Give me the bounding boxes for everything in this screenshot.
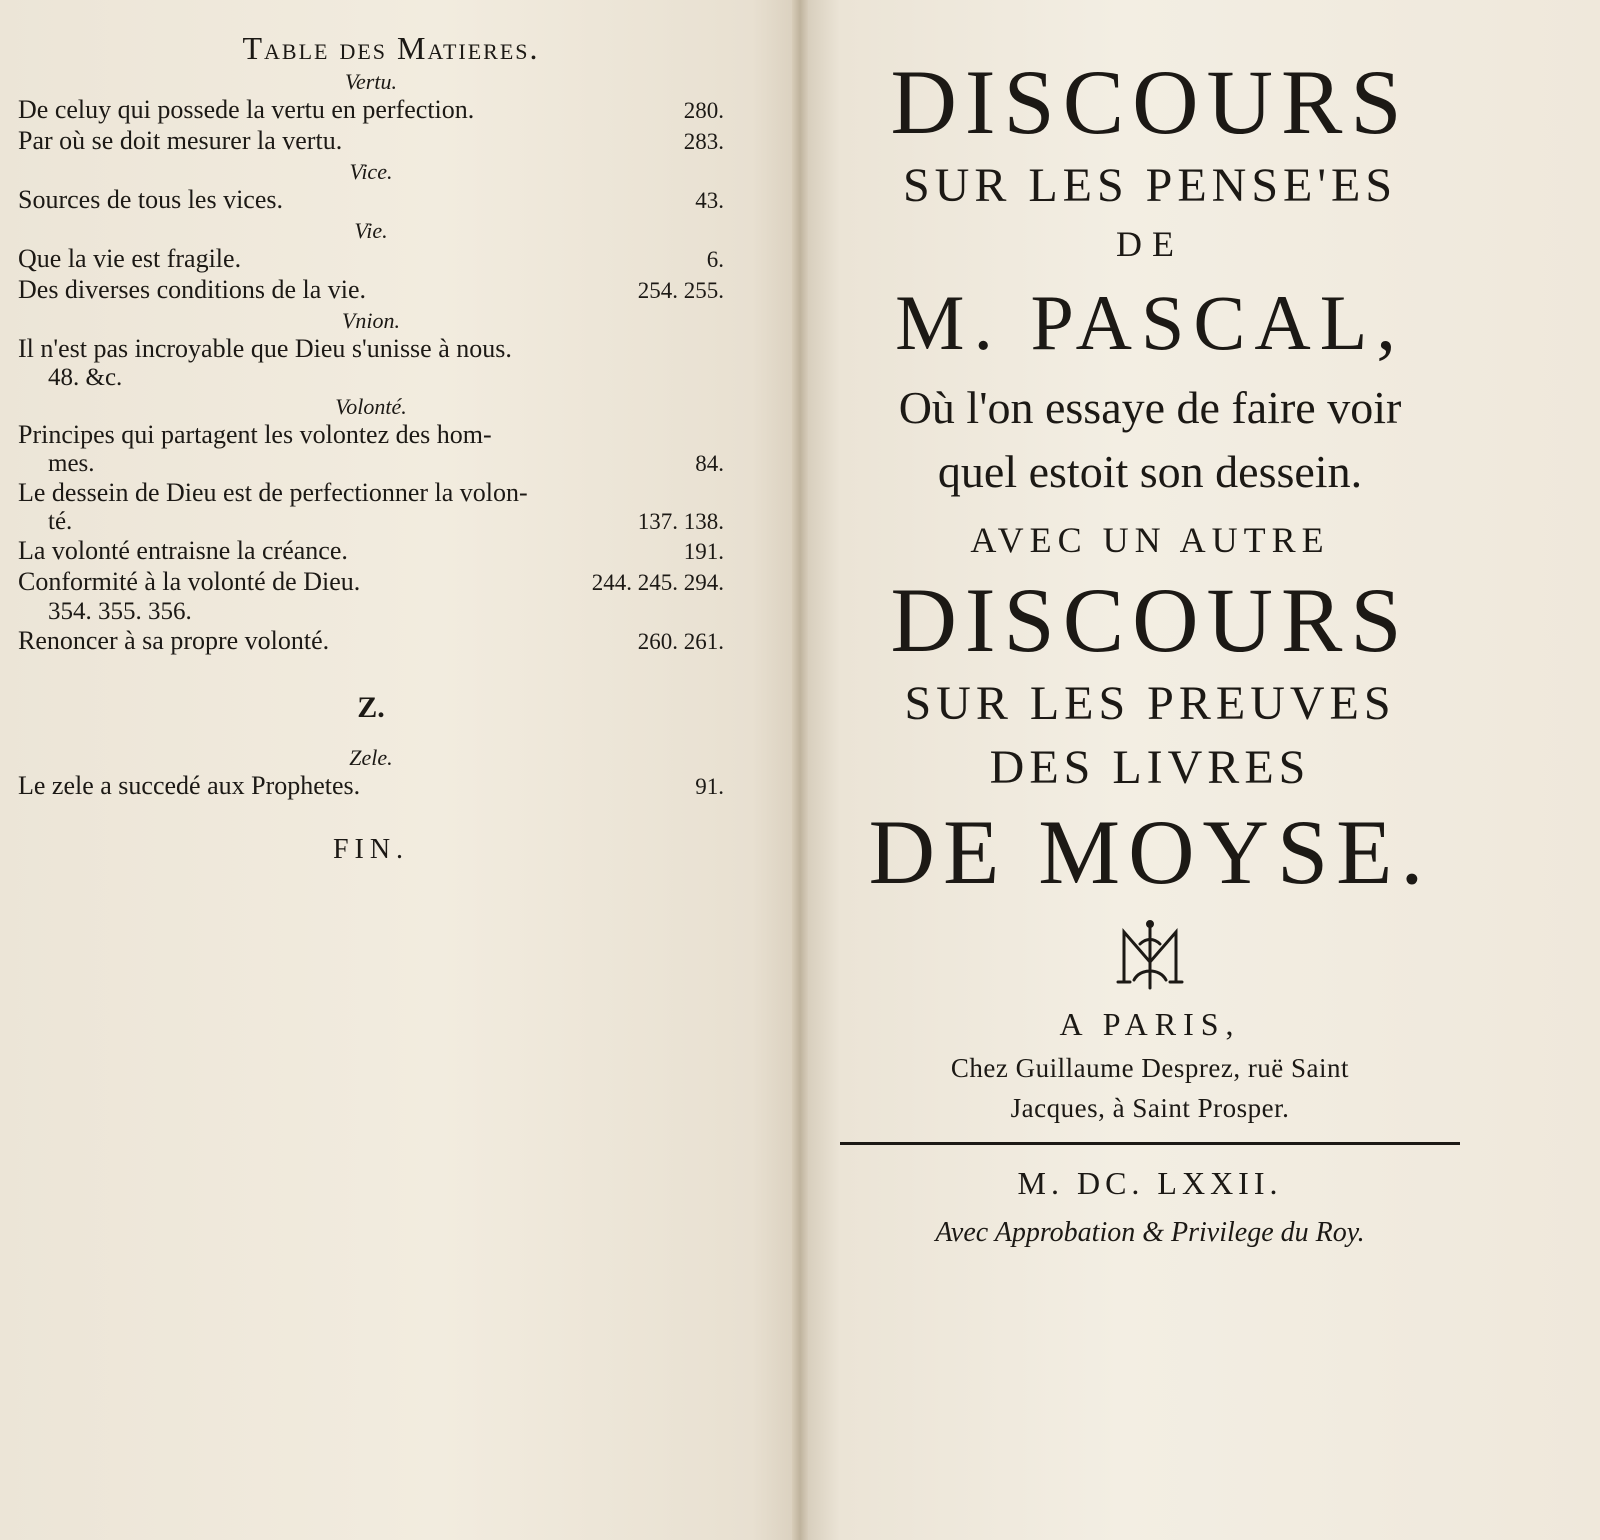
toc-entry-pages: 91. bbox=[695, 774, 724, 799]
title-line-discours: DISCOURS bbox=[890, 51, 1410, 153]
book-gutter bbox=[792, 0, 808, 1540]
imprint-date: M. DC. LXXII. bbox=[1017, 1165, 1283, 1201]
toc-entry-pages: 280. bbox=[683, 98, 724, 123]
subtitle-line-1: Où l'on essaye de faire voir bbox=[898, 382, 1402, 433]
privilege-line: Avec Approbation & Privilege du Roy. bbox=[935, 1217, 1365, 1248]
toc-entry-text: Des diverses conditions de la vie. bbox=[18, 275, 367, 304]
toc-entry-pages: 6. bbox=[706, 247, 724, 272]
toc-entry-text: Renoncer à sa propre volonté. bbox=[18, 626, 330, 655]
title-line-sur-les-pensees: SUR LES PENSE'ES bbox=[902, 159, 1398, 212]
toc-entry-continuation: té. bbox=[48, 508, 73, 535]
toc-section-heading: Vie. bbox=[354, 218, 388, 243]
toc-entry bbox=[18, 334, 724, 364]
toc-entry-text: Il n'est pas incroyable que Dieu s'unisse à nous. bbox=[18, 334, 512, 363]
title-line-de-moyse: DE MOYSE. bbox=[868, 801, 1432, 903]
end-mark: FIN. bbox=[332, 834, 410, 865]
toc-entry-text: La volonté entraisne la créance. bbox=[18, 536, 348, 565]
title-page bbox=[820, 50, 1480, 1257]
toc-entry-text: Sources de tous les vices. bbox=[18, 185, 284, 214]
toc-entry-continuation: 354. 355. 356. bbox=[48, 598, 192, 625]
toc-title: Table des Matieres. bbox=[242, 30, 540, 66]
toc-entry-text: Par où se doit mesurer la vertu. bbox=[18, 126, 343, 155]
toc-entry-pages: 137. 138. bbox=[637, 509, 724, 534]
toc-entry-continuation-row bbox=[18, 364, 724, 392]
subtitle-line-2: quel estoit son dessein. bbox=[937, 446, 1363, 497]
toc-entry-text: De celuy qui possede la vertu en perfection. bbox=[18, 95, 475, 124]
imprint-rule bbox=[840, 1142, 1460, 1145]
toc-section-heading: Zele. bbox=[349, 745, 393, 770]
title-line-des-livres: DES LIVRES bbox=[989, 741, 1311, 794]
toc-section-heading: Vnion. bbox=[341, 308, 401, 333]
toc-entry-continuation: 48. &c. bbox=[48, 364, 123, 391]
title-line-pascal: M. PASCAL, bbox=[895, 279, 1405, 366]
toc-entry bbox=[18, 771, 724, 802]
toc-entry-pages: 244. 245. 294. bbox=[591, 570, 724, 595]
toc-entry-text: Conformité à la volonté de Dieu. bbox=[18, 567, 361, 596]
toc-entry-text: Le dessein de Dieu est de perfectionner la volon- bbox=[18, 478, 528, 507]
toc-entry bbox=[18, 626, 724, 657]
toc-entry-continuation-row bbox=[18, 450, 724, 478]
title-line-discours-2: DISCOURS bbox=[890, 569, 1410, 671]
toc-entry-continuation-row bbox=[18, 598, 724, 626]
toc-entry-pages: 84. bbox=[695, 451, 724, 476]
toc-last-section bbox=[18, 745, 724, 802]
toc-entry bbox=[18, 275, 724, 306]
toc-entry bbox=[18, 536, 724, 567]
toc-section-heading: Vice. bbox=[349, 159, 393, 184]
toc-entry-pages: 254. 255. bbox=[637, 278, 724, 303]
toc-entry-continuation: mes. bbox=[48, 450, 95, 477]
toc-entry bbox=[18, 126, 724, 157]
toc-entry-pages: 260. 261. bbox=[637, 629, 724, 654]
right-page bbox=[800, 0, 1600, 1540]
toc-section-heading: Vertu. bbox=[345, 69, 397, 94]
toc-entry-pages: 43. bbox=[695, 188, 724, 213]
toc-entry bbox=[18, 567, 724, 598]
toc-entry bbox=[18, 95, 724, 126]
toc-entry-pages: 191. bbox=[683, 539, 724, 564]
imprint-place: A PARIS, bbox=[1059, 1006, 1241, 1042]
toc-section-heading: Volonté. bbox=[335, 394, 407, 419]
toc-letter-heading: Z. bbox=[357, 691, 385, 724]
toc-entry bbox=[18, 420, 724, 450]
table-of-contents bbox=[18, 30, 724, 866]
title-line-de: DE bbox=[1116, 224, 1184, 264]
toc-entry-pages: 283. bbox=[683, 129, 724, 154]
toc-entry-text: Principes qui partagent les volontez des hom- bbox=[18, 420, 492, 449]
printer-monogram-icon bbox=[820, 918, 1480, 994]
title-line-sur-les-preuves: SUR LES PREUVES bbox=[904, 677, 1396, 730]
toc-entry-text: Le zele a succedé aux Prophetes. bbox=[18, 771, 361, 800]
toc-entry bbox=[18, 478, 724, 508]
toc-entry-continuation-row bbox=[18, 508, 724, 536]
imprint-publisher-line-1: Chez Guillaume Desprez, ruë Saint bbox=[950, 1053, 1350, 1083]
imprint-publisher-line-2: Jacques, à Saint Prosper. bbox=[1010, 1093, 1290, 1123]
toc-entry-text: Que la vie est fragile. bbox=[18, 244, 242, 273]
toc-sections bbox=[18, 69, 724, 657]
toc-entry bbox=[18, 185, 724, 216]
title-line-avec-un-autre: AVEC UN AUTRE bbox=[970, 520, 1330, 560]
toc-entry bbox=[18, 244, 724, 275]
